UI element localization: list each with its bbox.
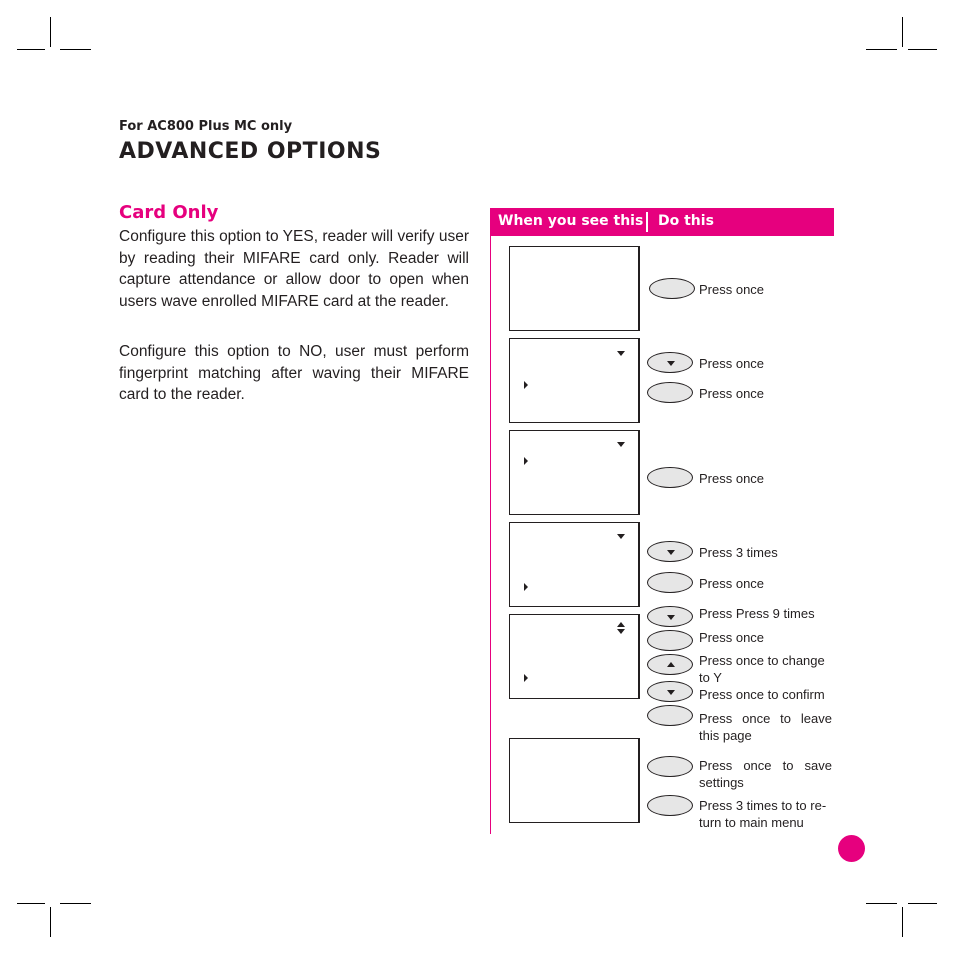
step-text: Press once <box>699 386 765 401</box>
step-text: Press once to save settings <box>699 758 832 790</box>
button-icon <box>647 630 693 651</box>
lcd-screen <box>509 430 640 515</box>
section-heading: Card Only <box>119 202 219 223</box>
step-text: Press Press 9 times <box>699 606 815 621</box>
down-button-icon <box>647 606 693 627</box>
down-button-icon <box>647 541 693 562</box>
button-icon <box>647 382 693 403</box>
lcd-screen <box>509 246 640 331</box>
crop-mark <box>17 49 45 50</box>
crop-mark <box>17 903 45 904</box>
button-icon <box>647 705 693 726</box>
page-subtitle: For AC800 Plus MC only <box>119 119 293 134</box>
cursor-arrow-icon <box>524 674 528 682</box>
paragraph-yes: Configure this option to YES, reader will verify user by reading their MIFARE card only. Reader will capture attendance or allow door to open when users wave enrolled MIFARE card at the reader. <box>119 228 469 310</box>
down-arrow-icon <box>667 690 675 695</box>
cursor-arrow-icon <box>524 381 528 389</box>
button-icon <box>647 795 693 816</box>
table-left-rule <box>490 236 491 834</box>
step-text: Press once to leave this page <box>699 711 832 743</box>
up-down-arrow-icon <box>617 622 625 627</box>
crop-mark <box>50 907 51 937</box>
step-text: Press 3 times to to re-turn to main menu <box>699 798 827 830</box>
crop-mark <box>908 903 937 904</box>
cursor-arrow-icon <box>524 457 528 465</box>
step-text: Press 3 times <box>699 545 778 560</box>
down-arrow-icon <box>667 615 675 620</box>
down-button-icon <box>647 681 693 702</box>
cursor-arrow-icon <box>524 583 528 591</box>
crop-mark <box>50 17 51 47</box>
page-marker-dot <box>838 835 865 862</box>
down-arrow-icon <box>667 361 675 366</box>
crop-mark <box>60 49 91 50</box>
crop-mark <box>902 907 903 937</box>
down-button-icon <box>647 352 693 373</box>
col-header-see: When you see this <box>498 213 644 229</box>
down-arrow-icon <box>667 550 675 555</box>
table-header <box>490 208 834 236</box>
down-arrow-icon <box>617 442 625 447</box>
step-text: Press once to change to Y <box>699 653 825 685</box>
lcd-screen <box>509 614 640 699</box>
up-down-arrow-icon <box>617 629 625 634</box>
lcd-screen <box>509 522 640 607</box>
lcd-screen <box>509 338 640 423</box>
col-header-do: Do this <box>658 213 714 229</box>
step-text: Press once to confirm <box>699 687 825 702</box>
up-button-icon <box>647 654 693 675</box>
crop-mark <box>866 903 897 904</box>
crop-mark <box>60 903 91 904</box>
crop-mark <box>866 49 897 50</box>
header-divider <box>646 212 648 232</box>
button-icon <box>649 278 695 299</box>
button-icon <box>647 467 693 488</box>
up-arrow-icon <box>667 662 675 667</box>
step-text: Press once <box>699 630 765 645</box>
button-icon <box>647 572 693 593</box>
step-text: Press once <box>699 356 765 371</box>
down-arrow-icon <box>617 351 625 356</box>
step-text: Press once <box>699 282 765 297</box>
down-arrow-icon <box>617 534 625 539</box>
step-text: Press once <box>699 576 765 591</box>
step-text: Press once <box>699 471 765 486</box>
paragraph-no: Configure this option to NO, user must perform fingerprint matching after waving their MIFARE card to the reader. <box>119 343 469 403</box>
crop-mark <box>902 17 903 47</box>
button-icon <box>647 756 693 777</box>
crop-mark <box>908 49 937 50</box>
lcd-screen <box>509 738 640 823</box>
page-title: ADVANCED OPTIONS <box>119 139 382 164</box>
